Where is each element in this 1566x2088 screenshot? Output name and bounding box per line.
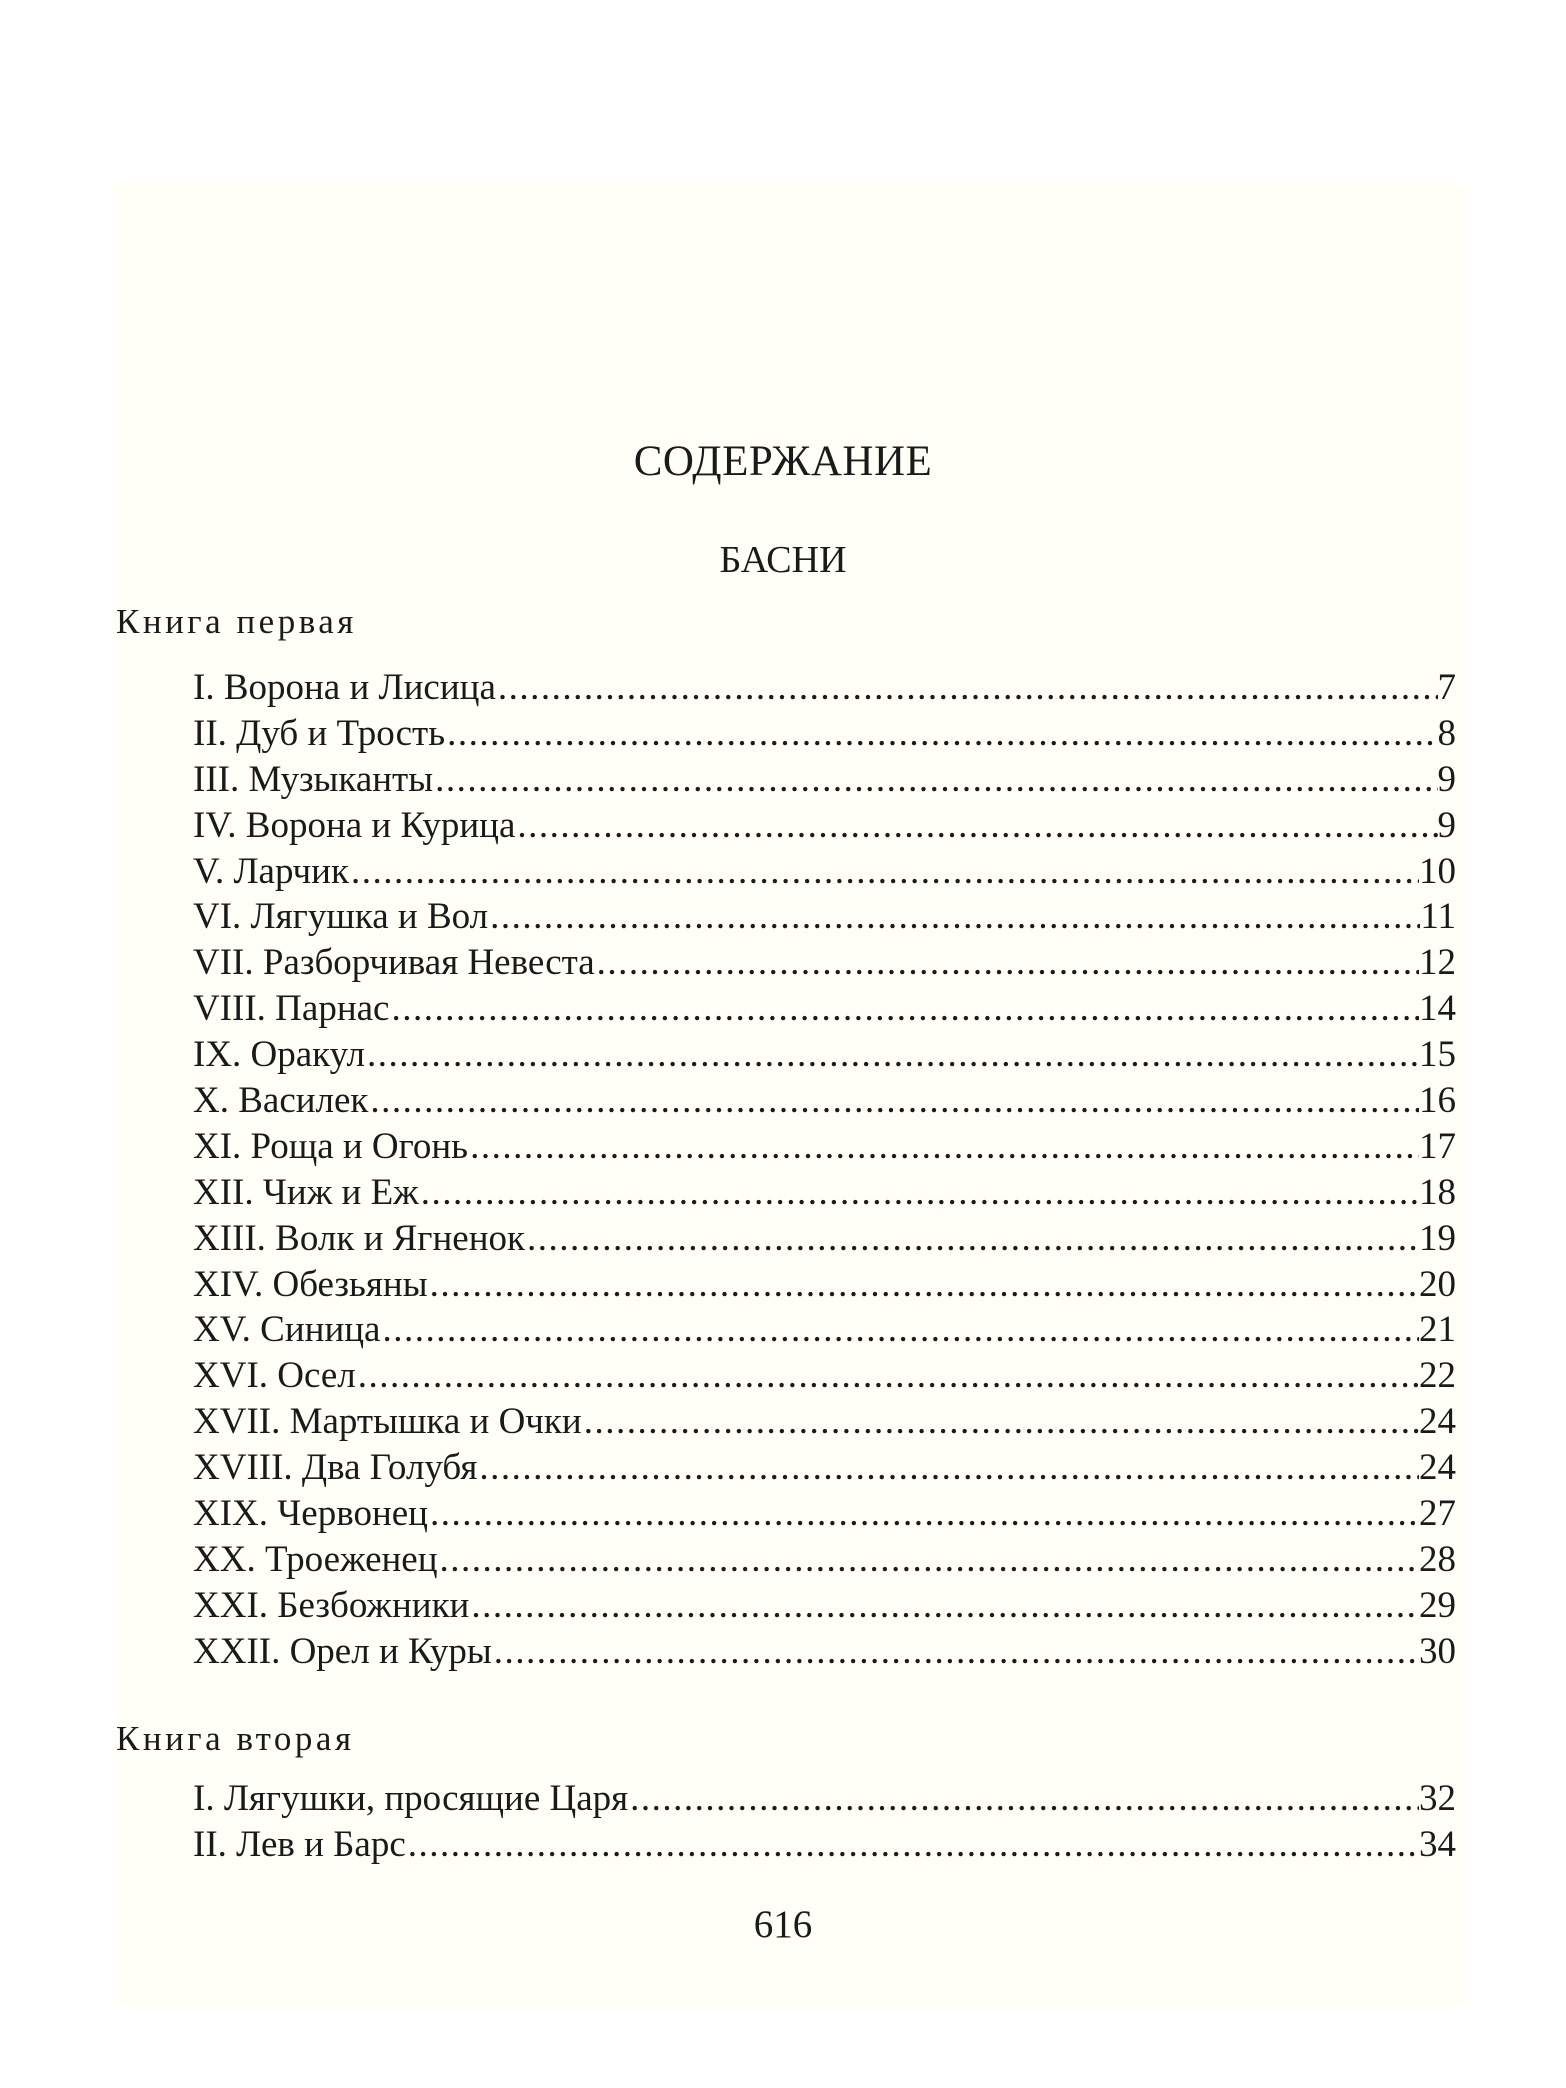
toc-entry[interactable] (193, 1822, 1456, 1868)
toc-entry[interactable] (193, 1262, 1456, 1308)
toc-entry-title: VI. Лягушка и Вол (193, 896, 489, 938)
dot-leader (370, 1078, 1419, 1124)
toc-entry-page: 24 (1419, 1447, 1456, 1489)
toc-entry-page: 20 (1419, 1263, 1456, 1305)
toc-entry-title: X. Василек (193, 1080, 369, 1122)
toc-entry-title: XII. Чиж и Еж (193, 1171, 419, 1213)
toc-entry-title: XVIII. Два Голубя (193, 1447, 478, 1489)
toc-entry[interactable] (193, 803, 1456, 849)
toc-entry-title: III. Музыканты (193, 758, 434, 800)
toc-entry[interactable] (193, 757, 1456, 803)
page-title: СОДЕРЖАНИЕ (633, 438, 933, 485)
toc-entry-page: 9 (1437, 758, 1456, 800)
toc-entry-title: XXII. Орел и Куры (193, 1630, 492, 1672)
toc-entry-page: 34 (1419, 1823, 1456, 1865)
toc-entry-page: 27 (1419, 1493, 1456, 1535)
toc-entry-title: I. Лягушки, просящие Царя (193, 1778, 629, 1819)
dot-leader (391, 986, 1419, 1032)
dot-leader (351, 849, 1419, 895)
toc-entry-title: VII. Разборчивая Невеста (193, 942, 595, 984)
toc-entry[interactable] (193, 1491, 1456, 1537)
dot-leader (435, 757, 1437, 803)
toc-entry-title: V. Ларчик (193, 850, 349, 892)
section-title: БАСНИ (719, 539, 847, 581)
toc-entry-title: XVI. Осел (193, 1355, 356, 1397)
toc-entry-title: I. Ворона и Лисица (193, 667, 496, 708)
toc-entry-title: XIII. Волк и Ягненок (193, 1217, 525, 1259)
dot-leader (479, 1445, 1419, 1491)
toc-entry-page: 17 (1419, 1125, 1456, 1167)
toc-entry-page: 12 (1419, 942, 1456, 984)
toc-entry[interactable] (193, 894, 1456, 940)
toc-entry-page: 30 (1419, 1630, 1456, 1672)
toc-entry-title: II. Лев и Барс (193, 1823, 406, 1865)
dot-leader (597, 940, 1419, 986)
dot-leader (447, 711, 1437, 757)
toc-entry-title: XV. Синица (193, 1309, 381, 1351)
toc-entry[interactable] (193, 711, 1456, 757)
toc-entry-page: 8 (1437, 712, 1456, 754)
toc-entry-title: XIX. Червонец (193, 1493, 428, 1535)
dot-leader (517, 803, 1437, 849)
book-heading-first: Книга первая (116, 602, 357, 641)
toc-entry[interactable] (193, 1170, 1456, 1216)
toc-entry-page: 21 (1419, 1309, 1456, 1351)
toc-entry-title: XVII. Мартышка и Очки (193, 1401, 582, 1443)
toc-entry[interactable] (193, 1353, 1456, 1399)
toc-entry[interactable] (193, 1216, 1456, 1262)
toc-entry[interactable] (193, 1629, 1456, 1675)
dot-leader (367, 1032, 1419, 1078)
toc-entry[interactable] (193, 1583, 1456, 1629)
toc-entry-page: 11 (1420, 896, 1456, 938)
toc-entry[interactable] (193, 1078, 1456, 1124)
dot-leader (584, 1399, 1419, 1445)
dot-leader (471, 1583, 1419, 1629)
toc-entry[interactable] (193, 849, 1456, 895)
toc-entry-title: XXI. Безбожники (193, 1584, 470, 1626)
book-heading-second: Книга вторая (116, 1719, 355, 1758)
toc-entry-page: 22 (1419, 1355, 1456, 1397)
toc-entry-page: 9 (1437, 804, 1456, 846)
toc-entry[interactable] (193, 1445, 1456, 1491)
dot-leader (358, 1353, 1419, 1399)
dot-leader (382, 1307, 1419, 1353)
dot-leader (430, 1491, 1419, 1537)
toc-entry-page: 24 (1419, 1401, 1456, 1443)
toc-list-book-second (193, 1776, 1456, 1868)
dot-leader (430, 1262, 1419, 1308)
toc-entry-page: 15 (1419, 1034, 1456, 1076)
toc-entry-page: 29 (1419, 1584, 1456, 1626)
page-number: 616 (753, 1903, 813, 1946)
toc-entry-title: XI. Роща и Огонь (193, 1125, 469, 1167)
dot-leader (421, 1170, 1419, 1216)
dot-leader (498, 665, 1438, 711)
dot-leader (630, 1776, 1419, 1822)
toc-entry-page: 14 (1419, 988, 1456, 1030)
dot-leader (527, 1216, 1419, 1262)
toc-entry[interactable] (193, 1307, 1456, 1353)
toc-entry-title: IV. Ворона и Курица (193, 804, 516, 846)
toc-entry[interactable] (193, 986, 1456, 1032)
toc-entry-page: 16 (1419, 1080, 1456, 1122)
toc-entry-title: XX. Троеженец (193, 1538, 438, 1580)
toc-entry[interactable] (193, 1399, 1456, 1445)
toc-list-book-first (193, 665, 1456, 1675)
toc-entry[interactable] (193, 940, 1456, 986)
dot-leader (490, 894, 1420, 940)
toc-entry[interactable] (193, 1032, 1456, 1078)
toc-entry-title: II. Дуб и Трость (193, 712, 446, 754)
toc-entry-page: 10 (1419, 850, 1456, 892)
toc-entry-title: XIV. Обезьяны (193, 1263, 428, 1305)
toc-entry-page: 7 (1437, 667, 1456, 708)
toc-entry-page: 32 (1419, 1778, 1456, 1819)
toc-entry-title: IX. Оракул (193, 1034, 365, 1076)
toc-entry-page: 28 (1419, 1538, 1456, 1580)
toc-entry[interactable] (193, 665, 1456, 711)
toc-entry-page: 19 (1419, 1217, 1456, 1259)
toc-entry-title: VIII. Парнас (193, 988, 390, 1030)
dot-leader (440, 1537, 1419, 1583)
dot-leader (408, 1822, 1419, 1868)
toc-entry[interactable] (193, 1776, 1456, 1822)
dot-leader (470, 1124, 1419, 1170)
toc-entry[interactable] (193, 1124, 1456, 1170)
toc-entry-page: 18 (1419, 1171, 1456, 1213)
toc-entry[interactable] (193, 1537, 1456, 1583)
dot-leader (494, 1629, 1419, 1675)
